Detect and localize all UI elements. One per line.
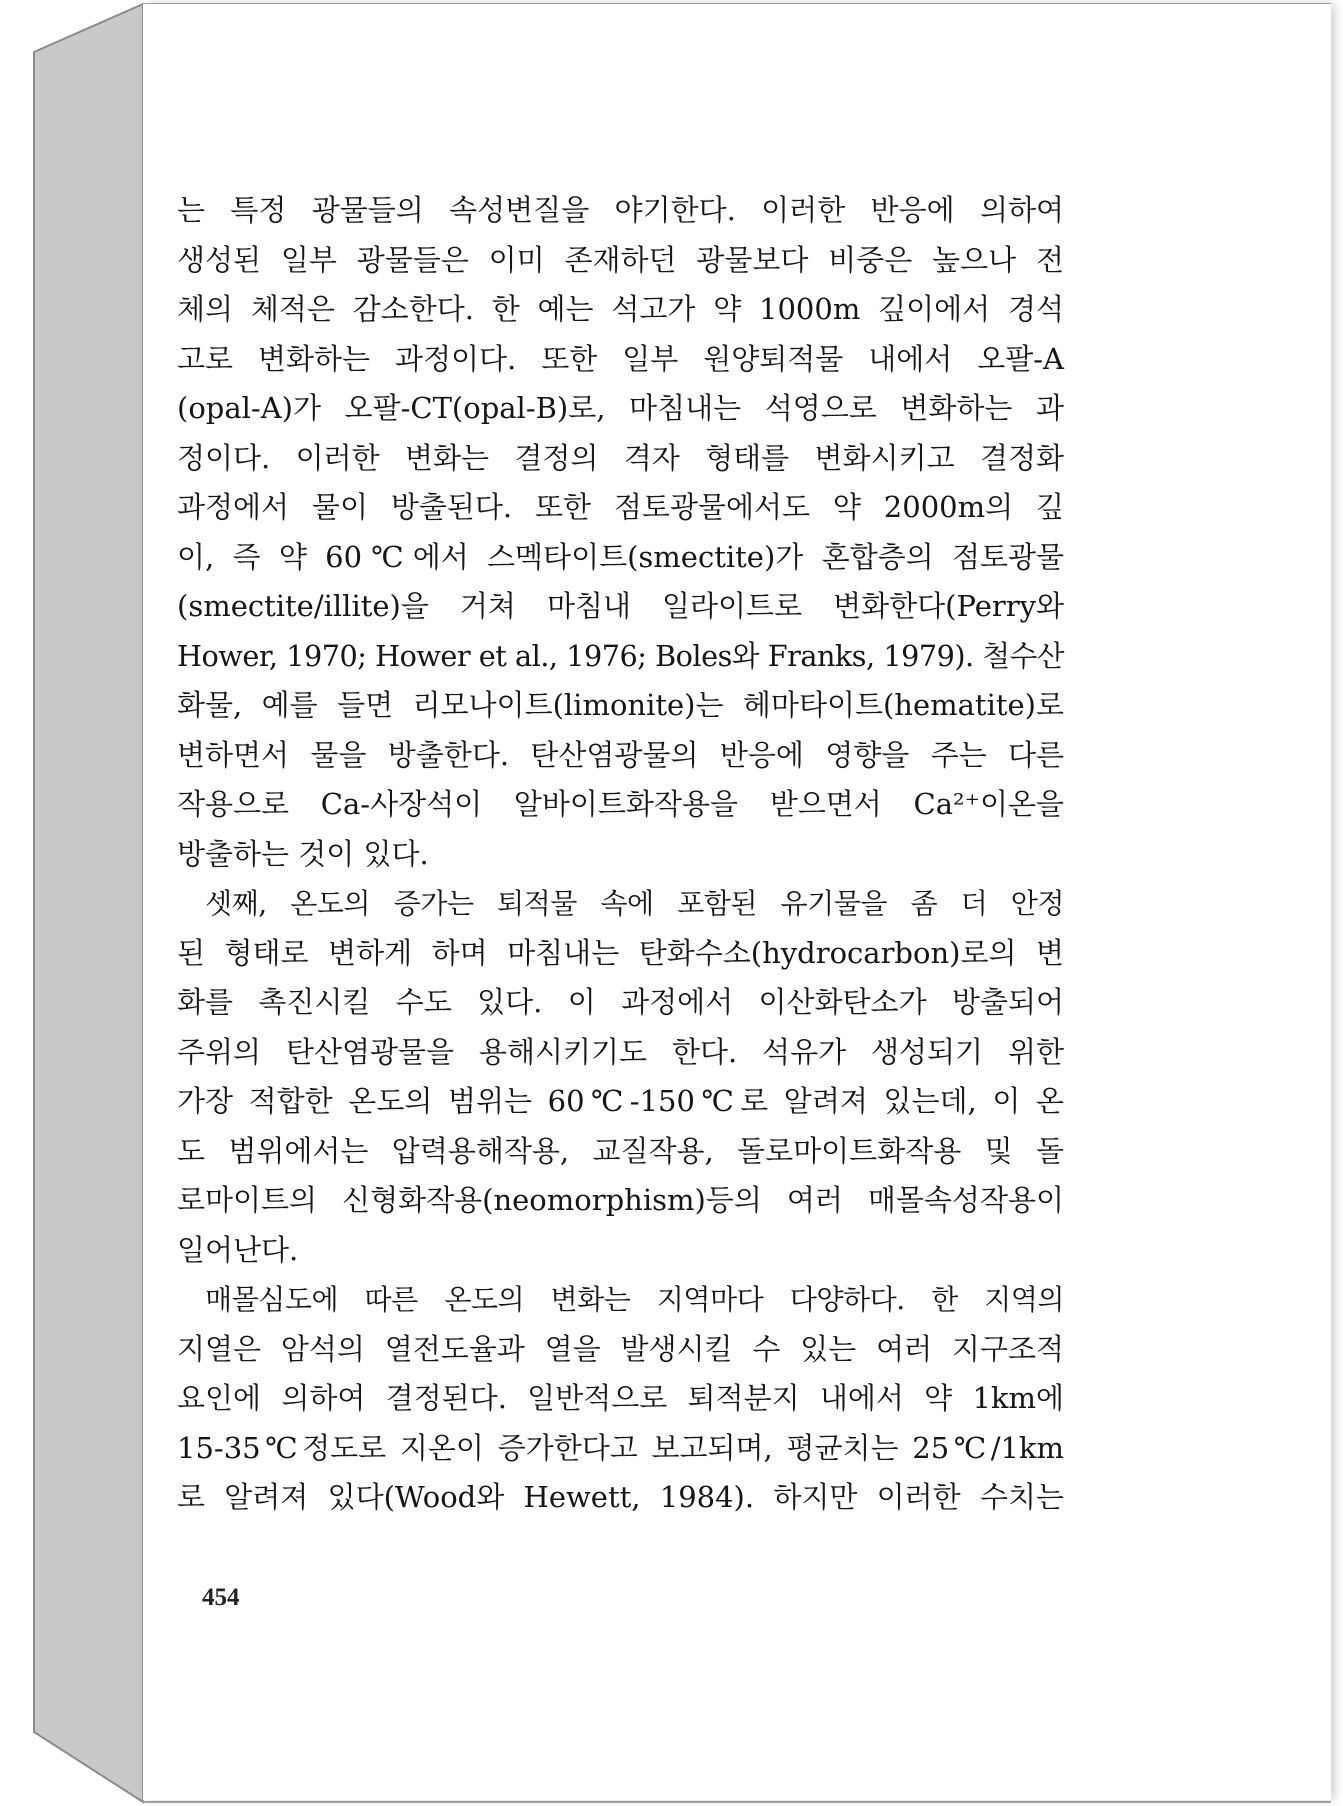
text-line: 로마이트의 신형화작용(neomorphism)등의 여러 매몰속성작용이 xyxy=(177,1183,1064,1217)
text-line: 도 범위에서는 압력용해작용, 교질작용, 돌로마이트화작용 및 돌 xyxy=(177,1133,1064,1168)
text-line: 정이다. 이러한 변화는 결정의 격자 형태를 변화시키고 결정화 xyxy=(177,440,1064,475)
text-line: 요인에 의하여 결정된다. 일반적으로 퇴적분지 내에서 약 1km에 xyxy=(177,1381,1064,1415)
text-line: 셋째, 온도의 증가는 퇴적물 속에 포함된 유기물을 좀 더 안정 xyxy=(205,887,1064,920)
text-line: 이, 즉 약 60℃에서 스멕타이트(smectite)가 혼합층의 점토광물 xyxy=(177,539,1064,574)
text-line: 작용으로 Ca-사장석이 알바이트화작용을 받으면서 Ca²⁺이온을 xyxy=(177,787,1064,821)
text-line: 주위의 탄산염광물을 용해시키기도 한다. 석유가 생성되기 위한 xyxy=(177,1034,1064,1069)
text-line: 일어난다. xyxy=(177,1232,299,1267)
text-line: 로 알려져 있다(Wood와 Hewett, 1984). 하지만 이러한 수치는 xyxy=(177,1480,1064,1514)
text-line: (smectite/illite)을 거쳐 마침내 일라이트로 변화한다(Perry와 xyxy=(177,589,1064,623)
text-line: 는 특정 광물들의 속성변질을 야기한다. 이러한 반응에 의하여 xyxy=(177,193,1064,227)
text-line: 과정에서 물이 방출된다. 또한 점토광물에서도 약 2000m의 깊 xyxy=(177,490,1064,524)
text-line: 매몰심도에 따른 온도의 변화는 지역마다 다양하다. 한 지역의 xyxy=(205,1283,1064,1316)
page-body-text xyxy=(177,186,1064,1523)
text-line: Hower, 1970; Hower et al., 1976; Boles와 Franks, 1979). 철수산 xyxy=(177,638,1064,673)
text-line: 변하면서 물을 방출한다. 탄산염광물의 반응에 영향을 주는 다른 xyxy=(177,737,1064,772)
text-line: 화를 촉진시킬 수도 있다. 이 과정에서 이산화탄소가 방출되어 xyxy=(177,985,1064,1019)
text-line: 15-35℃정도로 지온이 증가한다고 보고되며, 평균치는 25℃/1km xyxy=(177,1430,1064,1465)
text-line: 고로 변화하는 과정이다. 또한 일부 원양퇴적물 내에서 오팔-A xyxy=(177,341,1064,376)
text-line: 체의 체적은 감소한다. 한 예는 석고가 약 1000m 깊이에서 경석 xyxy=(177,292,1064,326)
text-line: (opal-A)가 오팔-CT(opal-B)로, 마침내는 석영으로 변화하는 과 xyxy=(177,391,1064,425)
text-line: 방출하는 것이 있다. xyxy=(177,836,429,871)
text-line: 생성된 일부 광물들은 이미 존재하던 광물보다 비중은 높으나 전 xyxy=(177,242,1064,277)
text-line: 화물, 예를 들면 리모나이트(limonite)는 헤마타이트(hematite)로 xyxy=(177,688,1064,722)
text-line: 된 형태로 변하게 하며 마침내는 탄화수소(hydrocarbon)로의 변 xyxy=(177,935,1064,970)
page-number: 454 xyxy=(202,1584,240,1611)
text-line: 지열은 암석의 열전도율과 열을 발생시킬 수 있는 여러 지구조적 xyxy=(177,1331,1064,1366)
text-line: 가장 적합한 온도의 범위는 60℃-150℃로 알려져 있는데, 이 온 xyxy=(177,1084,1064,1118)
